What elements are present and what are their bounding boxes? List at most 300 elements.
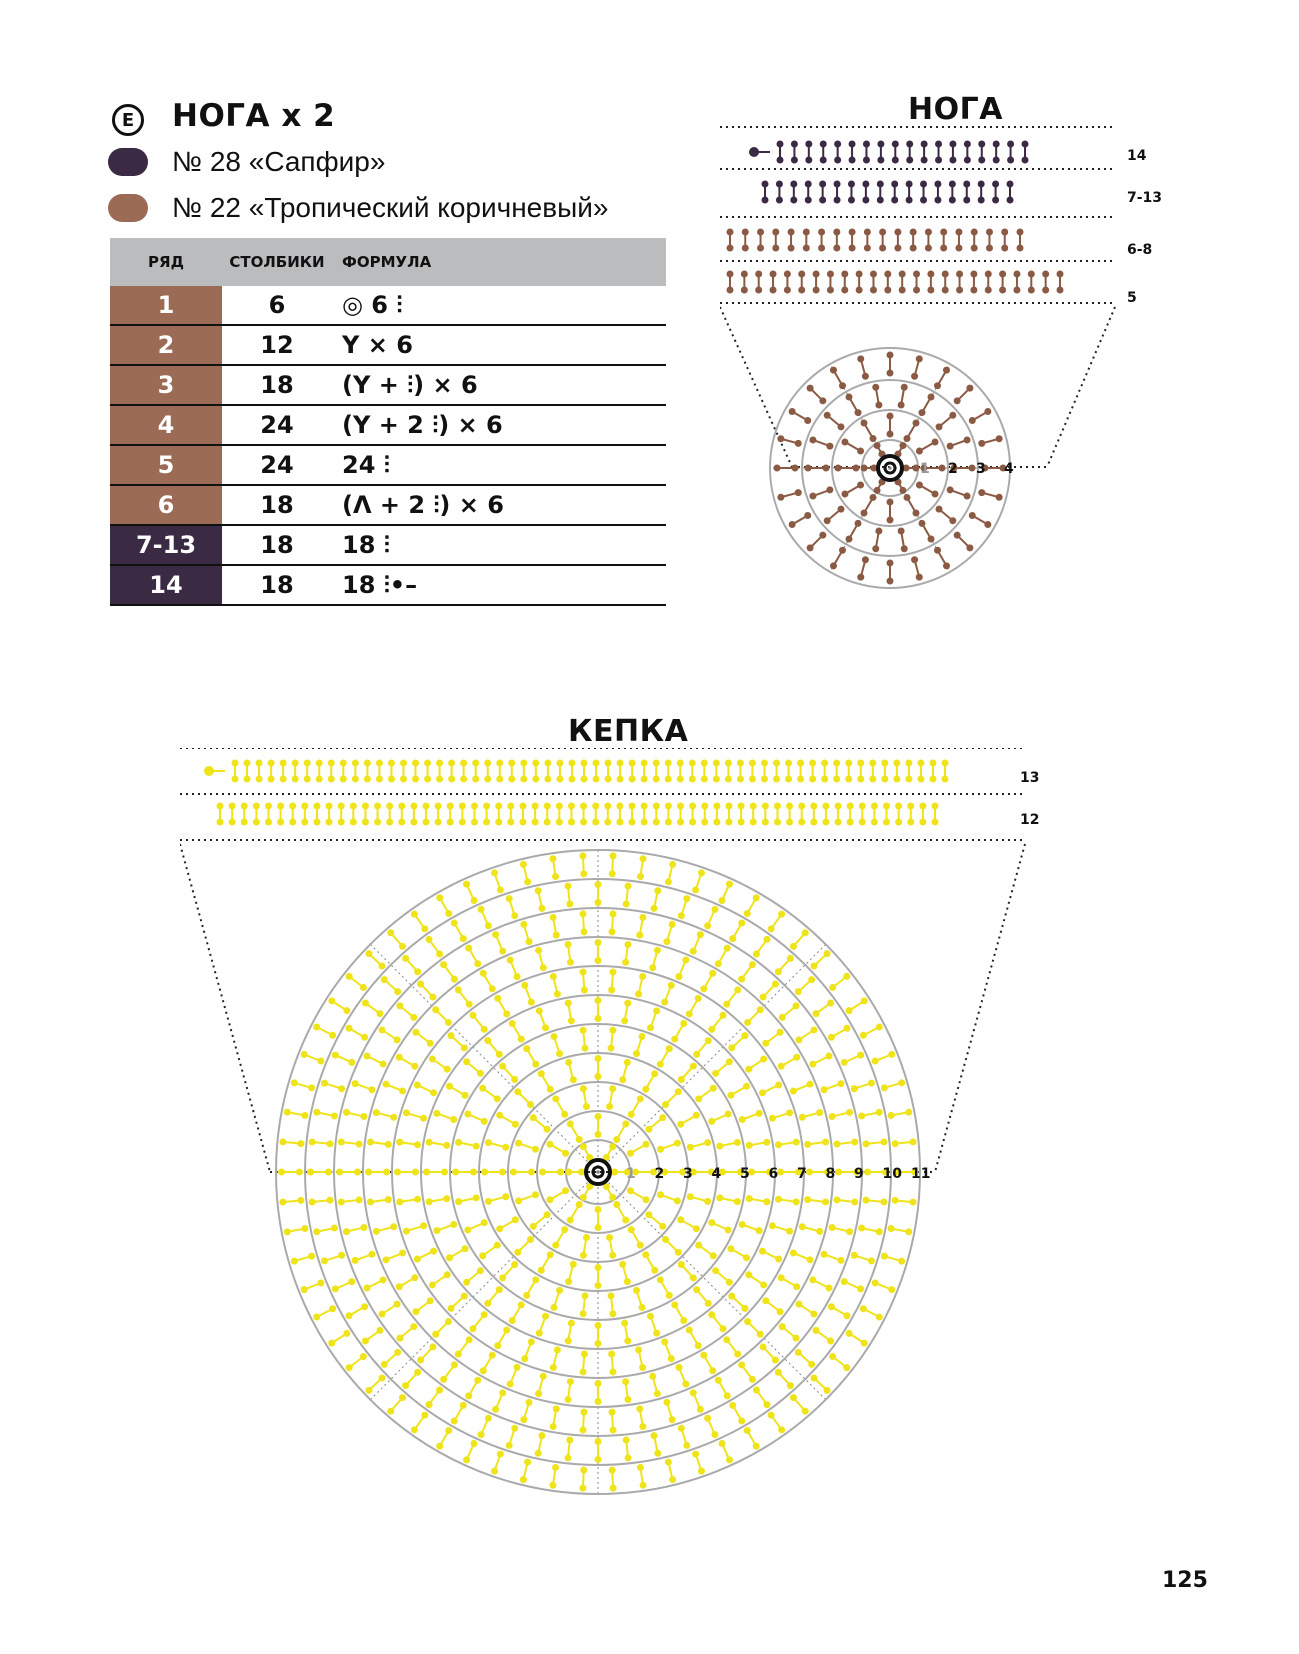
stitch-dot bbox=[727, 1092, 734, 1099]
stitch-dot bbox=[826, 443, 833, 450]
stitch-dot bbox=[443, 1195, 450, 1202]
stitch-dot bbox=[686, 1327, 693, 1334]
stitch-dot bbox=[414, 968, 421, 975]
stitch-dot bbox=[705, 1037, 712, 1044]
stitch-dot bbox=[465, 945, 472, 952]
stitch-dot bbox=[581, 987, 588, 994]
stitch-dot bbox=[996, 494, 1003, 501]
stitch-dot bbox=[757, 1331, 764, 1338]
stitch-dot bbox=[662, 1101, 669, 1108]
stitch-dot bbox=[430, 1089, 437, 1096]
stitch-dot bbox=[978, 489, 985, 496]
stitch-dot bbox=[1007, 141, 1014, 148]
stitch-dot bbox=[562, 1187, 569, 1194]
stitch-dot bbox=[907, 803, 914, 810]
stitch-dot bbox=[417, 1357, 424, 1364]
stitch-dot bbox=[524, 1459, 531, 1466]
stitch-dot bbox=[463, 1058, 470, 1065]
stitch-dot bbox=[593, 776, 600, 783]
stitch-dot bbox=[477, 1267, 484, 1274]
stitch-dot bbox=[451, 920, 458, 927]
stitch-dot bbox=[556, 760, 563, 767]
stitch-dot bbox=[507, 803, 514, 810]
stitch-dot bbox=[284, 1228, 291, 1235]
stitch-dot bbox=[739, 1221, 746, 1228]
stitch-dot bbox=[759, 1248, 766, 1255]
stitch-dot bbox=[966, 544, 973, 551]
stitch-dot bbox=[871, 819, 878, 826]
stitch-dot bbox=[532, 760, 539, 767]
stitch-dot bbox=[855, 520, 862, 527]
stitch-dot bbox=[499, 1274, 506, 1281]
stitch-dot bbox=[738, 803, 745, 810]
stitch-dot bbox=[547, 1251, 554, 1258]
stitch-dot bbox=[653, 1007, 660, 1014]
stitch-dot bbox=[331, 1112, 338, 1119]
stitch-dot bbox=[576, 1136, 583, 1143]
stitch-dot bbox=[420, 1222, 427, 1229]
stitch-dot bbox=[678, 1076, 685, 1083]
stitch-dot bbox=[919, 520, 926, 527]
ring-number-label: 4 bbox=[711, 1166, 722, 1182]
stitch-dot bbox=[352, 1080, 359, 1087]
stitch-dot bbox=[661, 999, 668, 1006]
stitch-dot bbox=[556, 803, 563, 810]
stitch-dot bbox=[621, 1320, 628, 1327]
stitch-dot bbox=[394, 1349, 401, 1356]
stitch-dot bbox=[820, 1251, 827, 1258]
ring-number-label: 9 bbox=[854, 1166, 864, 1182]
stitch-dot bbox=[619, 1261, 626, 1268]
stitch-dot bbox=[388, 776, 395, 783]
stitch-dot bbox=[611, 1169, 618, 1176]
stitch-dot bbox=[689, 776, 696, 783]
stitch-dot bbox=[966, 385, 973, 392]
stitch-dot bbox=[678, 1425, 685, 1432]
stitch-dot bbox=[760, 1056, 767, 1063]
stitch-dot bbox=[362, 1000, 369, 1007]
stitch-dot bbox=[520, 1476, 527, 1483]
ring-number-label: 8 bbox=[825, 1166, 836, 1182]
stitch-dot bbox=[444, 1271, 451, 1278]
stitch-dot bbox=[450, 1116, 457, 1123]
stitch-dot bbox=[567, 1217, 574, 1224]
stitch-dot bbox=[528, 1338, 535, 1345]
stitch-dot bbox=[284, 1109, 291, 1116]
stitch-dot bbox=[690, 1389, 697, 1396]
stitch-dot bbox=[723, 1336, 730, 1343]
stitch-dot bbox=[954, 397, 961, 404]
stitch-dot bbox=[565, 941, 572, 948]
stitch-dot bbox=[608, 1409, 615, 1416]
stitch-dot bbox=[887, 370, 894, 377]
stitch-dot bbox=[576, 1201, 583, 1208]
stitch-dot bbox=[379, 1311, 386, 1318]
stitch-dot bbox=[756, 1227, 763, 1234]
stitch-dot bbox=[253, 819, 260, 826]
yarn-label-sapphire: № 28 «Сапфир» bbox=[172, 146, 386, 177]
stitch-dot bbox=[795, 440, 802, 447]
stitch-dot bbox=[497, 886, 504, 893]
stitch-dot bbox=[742, 245, 749, 252]
stitch-dot bbox=[818, 229, 825, 236]
stitch-dot bbox=[744, 1318, 751, 1325]
stitch-dot bbox=[426, 936, 433, 943]
stitch-dot bbox=[515, 1140, 522, 1147]
stitch-dot bbox=[440, 1376, 447, 1383]
stitch-dot bbox=[609, 1143, 616, 1150]
stitch-dot bbox=[936, 423, 943, 430]
stitch-dot bbox=[595, 1206, 602, 1213]
stitch-dot bbox=[382, 1081, 389, 1088]
stitch-dot bbox=[760, 994, 767, 1001]
stitch-dot bbox=[862, 197, 869, 204]
row-formula: (Y + ⫶) × 6 bbox=[332, 365, 666, 405]
stitch-dot bbox=[241, 819, 248, 826]
stitch-dot bbox=[292, 776, 299, 783]
stitch-dot bbox=[526, 938, 533, 945]
stitch-dot bbox=[881, 1253, 888, 1260]
stitch-dot bbox=[978, 440, 985, 447]
stitch-dot bbox=[727, 245, 734, 252]
stitch-dot bbox=[934, 181, 941, 188]
stitch-dot bbox=[412, 1308, 419, 1315]
stitch-dot bbox=[727, 229, 734, 236]
stitch-dot bbox=[609, 1368, 616, 1375]
stitch-dot bbox=[514, 1088, 521, 1095]
stitch-dot bbox=[906, 197, 913, 204]
stitch-dot bbox=[712, 1267, 719, 1274]
stitch-dot bbox=[863, 157, 870, 164]
stitch-dot bbox=[471, 803, 478, 810]
stitch-dot bbox=[749, 776, 756, 783]
stitch-dot bbox=[813, 1010, 820, 1017]
stitch-dot bbox=[429, 1281, 436, 1288]
stitch-dot bbox=[857, 482, 864, 489]
stitch-dot bbox=[879, 245, 886, 252]
stitch-dot bbox=[956, 271, 963, 278]
stitch-dot bbox=[913, 419, 920, 426]
stitch-dot bbox=[386, 819, 393, 826]
stitch-dot bbox=[580, 1194, 587, 1201]
stitch-dot bbox=[993, 157, 1000, 164]
stitch-dot bbox=[708, 1118, 715, 1125]
stitch-dot bbox=[556, 1287, 563, 1294]
stitch-dot bbox=[925, 245, 932, 252]
stitch-dot bbox=[963, 181, 970, 188]
stitch-dot bbox=[536, 1007, 543, 1014]
stitch-dot bbox=[410, 819, 417, 826]
stitch-dot bbox=[887, 578, 894, 585]
stitch-dot bbox=[675, 1364, 682, 1371]
stitch-dot bbox=[775, 1141, 782, 1148]
stitch-dot bbox=[695, 1342, 702, 1349]
stitch-dot bbox=[876, 1109, 883, 1116]
stitch-dot bbox=[741, 271, 748, 278]
stitch-dot bbox=[849, 229, 856, 236]
stitch-dot bbox=[711, 1431, 718, 1438]
stitch-dot bbox=[304, 760, 311, 767]
stitch-dot bbox=[762, 819, 769, 826]
stitch-dot bbox=[849, 157, 856, 164]
stitch-dot bbox=[398, 819, 405, 826]
stitch-dot bbox=[455, 986, 462, 993]
stitch-dot bbox=[808, 1361, 815, 1368]
stitch-dot bbox=[725, 760, 732, 767]
stitch-dot bbox=[687, 1144, 694, 1151]
stitch-dot bbox=[280, 776, 287, 783]
stitch-dot bbox=[277, 803, 284, 810]
stitch-dot bbox=[579, 910, 586, 917]
stitch-dot bbox=[671, 1036, 678, 1043]
stitch-dot bbox=[954, 532, 961, 539]
stitch-dot bbox=[639, 973, 646, 980]
stitch-dot bbox=[929, 760, 936, 767]
stitch-dot bbox=[568, 803, 575, 810]
stitch-dot bbox=[506, 1442, 513, 1449]
stitch-dot bbox=[374, 819, 381, 826]
stitch-dot bbox=[881, 760, 888, 767]
stitch-dot bbox=[338, 1199, 345, 1206]
table-row bbox=[110, 565, 666, 605]
stitch-dot bbox=[508, 776, 515, 783]
stitch-dot bbox=[338, 1138, 345, 1145]
stitch-dot bbox=[387, 1408, 394, 1415]
stitch-dot bbox=[609, 1252, 616, 1259]
stitch-dot bbox=[512, 1216, 519, 1223]
stitch-dot bbox=[971, 245, 978, 252]
stitch-dot bbox=[495, 819, 502, 826]
stitch-dot bbox=[810, 1311, 817, 1318]
stitch-dot bbox=[265, 803, 272, 810]
stitch-dot bbox=[737, 760, 744, 767]
ring-number-label: 3 bbox=[976, 461, 986, 477]
stitch-dot bbox=[373, 1109, 380, 1116]
stitch-dot bbox=[1042, 271, 1049, 278]
yarn-swatch-sapphire bbox=[108, 148, 148, 176]
stitch-dot bbox=[374, 803, 381, 810]
stitch-dot bbox=[805, 157, 812, 164]
stitch-dot bbox=[860, 1305, 867, 1312]
ring-number-label: 2 bbox=[948, 461, 958, 477]
stitch-dot bbox=[554, 991, 561, 998]
stitch-dot bbox=[864, 229, 871, 236]
stitch-dot bbox=[802, 929, 809, 936]
stitch-dot bbox=[793, 1198, 800, 1205]
stitch-dot bbox=[806, 1169, 813, 1176]
stitch-dot bbox=[906, 141, 913, 148]
stitch-dot bbox=[947, 486, 954, 493]
stitch-dot bbox=[891, 197, 898, 204]
stitch-dot bbox=[904, 494, 911, 501]
stitch-dot bbox=[414, 1082, 421, 1089]
stitch-dot bbox=[595, 957, 602, 964]
stitch-dot bbox=[651, 1267, 658, 1274]
stitch-dot bbox=[986, 245, 993, 252]
stitch-dot bbox=[969, 417, 976, 424]
stitch-dot bbox=[279, 1138, 286, 1145]
stitch-dot bbox=[471, 819, 478, 826]
stitch-dot bbox=[561, 1226, 568, 1233]
stitch-dot bbox=[521, 982, 528, 989]
stitch-dot bbox=[894, 245, 901, 252]
stitch-dot bbox=[746, 1142, 753, 1149]
stitch-dot bbox=[906, 181, 913, 188]
stitch-dot bbox=[772, 1357, 779, 1364]
stitch-dot bbox=[507, 956, 514, 963]
stitch-dot bbox=[481, 1169, 488, 1176]
stitch-dot bbox=[503, 1327, 510, 1334]
stitch-dot bbox=[485, 922, 492, 929]
stitch-dot bbox=[790, 1249, 797, 1256]
row-formula: 24 ⫶ bbox=[332, 445, 666, 485]
stitch-dot bbox=[403, 1109, 410, 1116]
stitch-dot bbox=[793, 1283, 800, 1290]
stitch-dot bbox=[833, 229, 840, 236]
stitch-dot bbox=[827, 1337, 834, 1344]
stitch-dot bbox=[510, 1169, 517, 1176]
stitch-dot bbox=[770, 287, 777, 294]
stitch-dot bbox=[726, 881, 733, 888]
stitch-dot bbox=[659, 1114, 666, 1121]
stitch-dot bbox=[507, 819, 514, 826]
stitch-dot bbox=[508, 760, 515, 767]
stitch-dot bbox=[556, 819, 563, 826]
stitch-dot bbox=[557, 1169, 564, 1176]
stitch-dot bbox=[727, 271, 734, 278]
stitch-dot bbox=[462, 1245, 469, 1252]
stitch-dot bbox=[677, 1216, 684, 1223]
stitch-dot bbox=[743, 1083, 750, 1090]
stitch-dot bbox=[605, 760, 612, 767]
stitch-dot bbox=[786, 803, 793, 810]
stitch-dot bbox=[518, 1301, 525, 1308]
stitch-dot bbox=[692, 1451, 699, 1458]
stitch-dot bbox=[753, 950, 760, 957]
ring-number-label: 1 bbox=[920, 461, 930, 477]
stitch-dot bbox=[624, 941, 631, 948]
stitch-dot bbox=[553, 932, 560, 939]
stitch-dot bbox=[436, 1443, 443, 1450]
stitch-dot bbox=[1001, 229, 1008, 236]
stitch-dot bbox=[379, 1026, 386, 1033]
stitch-dot bbox=[710, 1252, 717, 1259]
stitch-dot bbox=[898, 401, 905, 408]
stitch-dot bbox=[484, 760, 491, 767]
stitch-dot bbox=[798, 803, 805, 810]
stitch-dot bbox=[538, 1070, 545, 1077]
stitch-dot bbox=[663, 938, 670, 945]
stitch-dot bbox=[677, 760, 684, 767]
stitch-dot bbox=[775, 1082, 782, 1089]
stitch-dot bbox=[869, 760, 876, 767]
stitch-dot bbox=[462, 1092, 469, 1099]
dotted-divider bbox=[935, 844, 1025, 1172]
stitch-dot bbox=[669, 1476, 676, 1483]
stitch-dot bbox=[738, 920, 745, 927]
stitch-dot bbox=[360, 1113, 367, 1120]
stitch-dot bbox=[463, 1279, 470, 1286]
stitch-dot bbox=[919, 803, 926, 810]
stitch-dot bbox=[478, 1431, 485, 1438]
stitch-dot bbox=[910, 1138, 917, 1145]
stitch-dot bbox=[623, 900, 630, 907]
stitch-dot bbox=[346, 1025, 353, 1032]
stitch-dot bbox=[856, 271, 863, 278]
stitch-dot bbox=[859, 803, 866, 810]
stitch-dot bbox=[435, 819, 442, 826]
stitch-dot bbox=[390, 1114, 397, 1121]
row-number: 1 bbox=[110, 286, 222, 325]
stitch-dot bbox=[435, 803, 442, 810]
stitch-dot bbox=[779, 1014, 786, 1021]
stitch-dot bbox=[773, 776, 780, 783]
stitch-dot bbox=[726, 1279, 733, 1286]
stitch-dot bbox=[793, 1054, 800, 1061]
stitch-dot bbox=[481, 1118, 488, 1125]
stitch-dot bbox=[519, 819, 526, 826]
stitch-dot bbox=[862, 556, 869, 563]
stitch-dot bbox=[881, 776, 888, 783]
stitch-dot bbox=[695, 1242, 702, 1249]
stitch-dot bbox=[609, 1027, 616, 1034]
stitch-dot bbox=[786, 1109, 793, 1116]
stitch-dot bbox=[693, 1112, 700, 1119]
stitch-dot bbox=[870, 494, 877, 501]
stitch-dot bbox=[364, 776, 371, 783]
stitch-dot bbox=[609, 1467, 616, 1474]
stitch-dot bbox=[724, 945, 731, 952]
stitch-dot bbox=[394, 988, 401, 995]
stitch-dot bbox=[429, 1056, 436, 1063]
table-row bbox=[110, 445, 666, 485]
stitch-dot bbox=[749, 760, 756, 767]
row-stitches: 18 bbox=[222, 485, 332, 525]
stitch-dot bbox=[762, 803, 769, 810]
stitch-dot bbox=[373, 1228, 380, 1235]
stitch-dot bbox=[762, 1040, 769, 1047]
stitch-dot bbox=[880, 1199, 887, 1206]
stitch-dot bbox=[398, 803, 405, 810]
stitch-dot bbox=[654, 1450, 661, 1457]
stitch-dot bbox=[949, 412, 956, 419]
row-stitches: 18 bbox=[222, 565, 332, 605]
stitch-dot bbox=[887, 431, 894, 438]
stitch-dot bbox=[542, 1313, 549, 1320]
stitch-dot bbox=[325, 1169, 332, 1176]
stitch-dot bbox=[734, 1198, 741, 1205]
stitch-dot bbox=[816, 1228, 823, 1235]
stitch-dot bbox=[846, 1007, 853, 1014]
stitch-dot bbox=[460, 776, 467, 783]
stitch-dot bbox=[837, 1080, 844, 1087]
stitch-dot bbox=[313, 1228, 320, 1235]
stitch-dot bbox=[657, 1191, 664, 1198]
stitch-dot bbox=[1007, 157, 1014, 164]
stitch-dot bbox=[649, 964, 656, 971]
stitch-dot bbox=[296, 1169, 303, 1176]
stitch-dot bbox=[689, 819, 696, 826]
stitch-dot bbox=[532, 1191, 539, 1198]
leg-chart-title: НОГА bbox=[908, 92, 1003, 127]
stitch-dot bbox=[549, 1482, 556, 1489]
stitch-dot bbox=[232, 776, 239, 783]
stitch-dot bbox=[528, 1169, 535, 1176]
stitch-dot bbox=[755, 271, 762, 278]
stitch-dot bbox=[606, 1103, 613, 1110]
stitch-dot bbox=[629, 760, 636, 767]
stitch-dot bbox=[564, 1454, 571, 1461]
